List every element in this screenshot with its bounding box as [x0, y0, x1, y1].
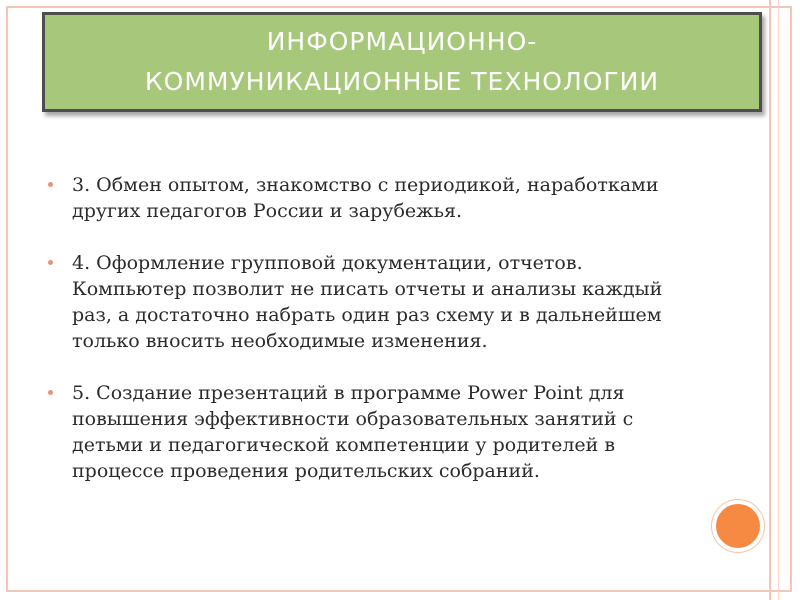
bullet-dot-icon: [48, 390, 53, 395]
bullet-line: 5. Создание презентаций в программе Power Point для: [72, 382, 625, 404]
bullet-line: Компьютер позволит не писать отчеты и анализы каждый: [72, 278, 663, 300]
bullet-item: [48, 172, 748, 224]
bullet-line: других педагогов России и зарубежья.: [72, 200, 463, 222]
slide-title-line-1: ИНФОРМАЦИОННО-: [266, 27, 538, 56]
bullet-text: [72, 380, 748, 484]
bullet-line: повышения эффективности образовательных занятий с: [72, 408, 634, 430]
bullet-text: [72, 250, 748, 354]
bullet-text: [72, 172, 748, 224]
decorative-circle: [712, 500, 764, 552]
bullet-item: [48, 250, 748, 354]
bullet-line: 3. Обмен опытом, знакомство с периодикой, наработками: [72, 174, 659, 196]
slide-title-box: [42, 12, 762, 112]
bullet-line: 4. Оформление групповой документации, отчетов.: [72, 252, 583, 274]
bullet-line: только вносить необходимые изменения.: [72, 330, 488, 352]
bullet-dot-icon: [48, 260, 53, 265]
bullet-line: процессе проведения родительских собраний.: [72, 460, 540, 482]
bullet-line: детьми и педагогической компетенции у родителей в: [72, 434, 616, 456]
slide-title-line-2: КОММУНИКАЦИОННЫЕ ТЕХНОЛОГИИ: [144, 67, 660, 96]
decorative-line: [769, 0, 771, 600]
bullet-item: [48, 380, 748, 484]
bullet-dot-icon: [48, 182, 53, 187]
bullet-line: раз, а достаточно набрать один раз схему и в дальнейшем: [72, 304, 662, 326]
decorative-line: [778, 0, 779, 600]
bullet-list: [48, 172, 748, 510]
